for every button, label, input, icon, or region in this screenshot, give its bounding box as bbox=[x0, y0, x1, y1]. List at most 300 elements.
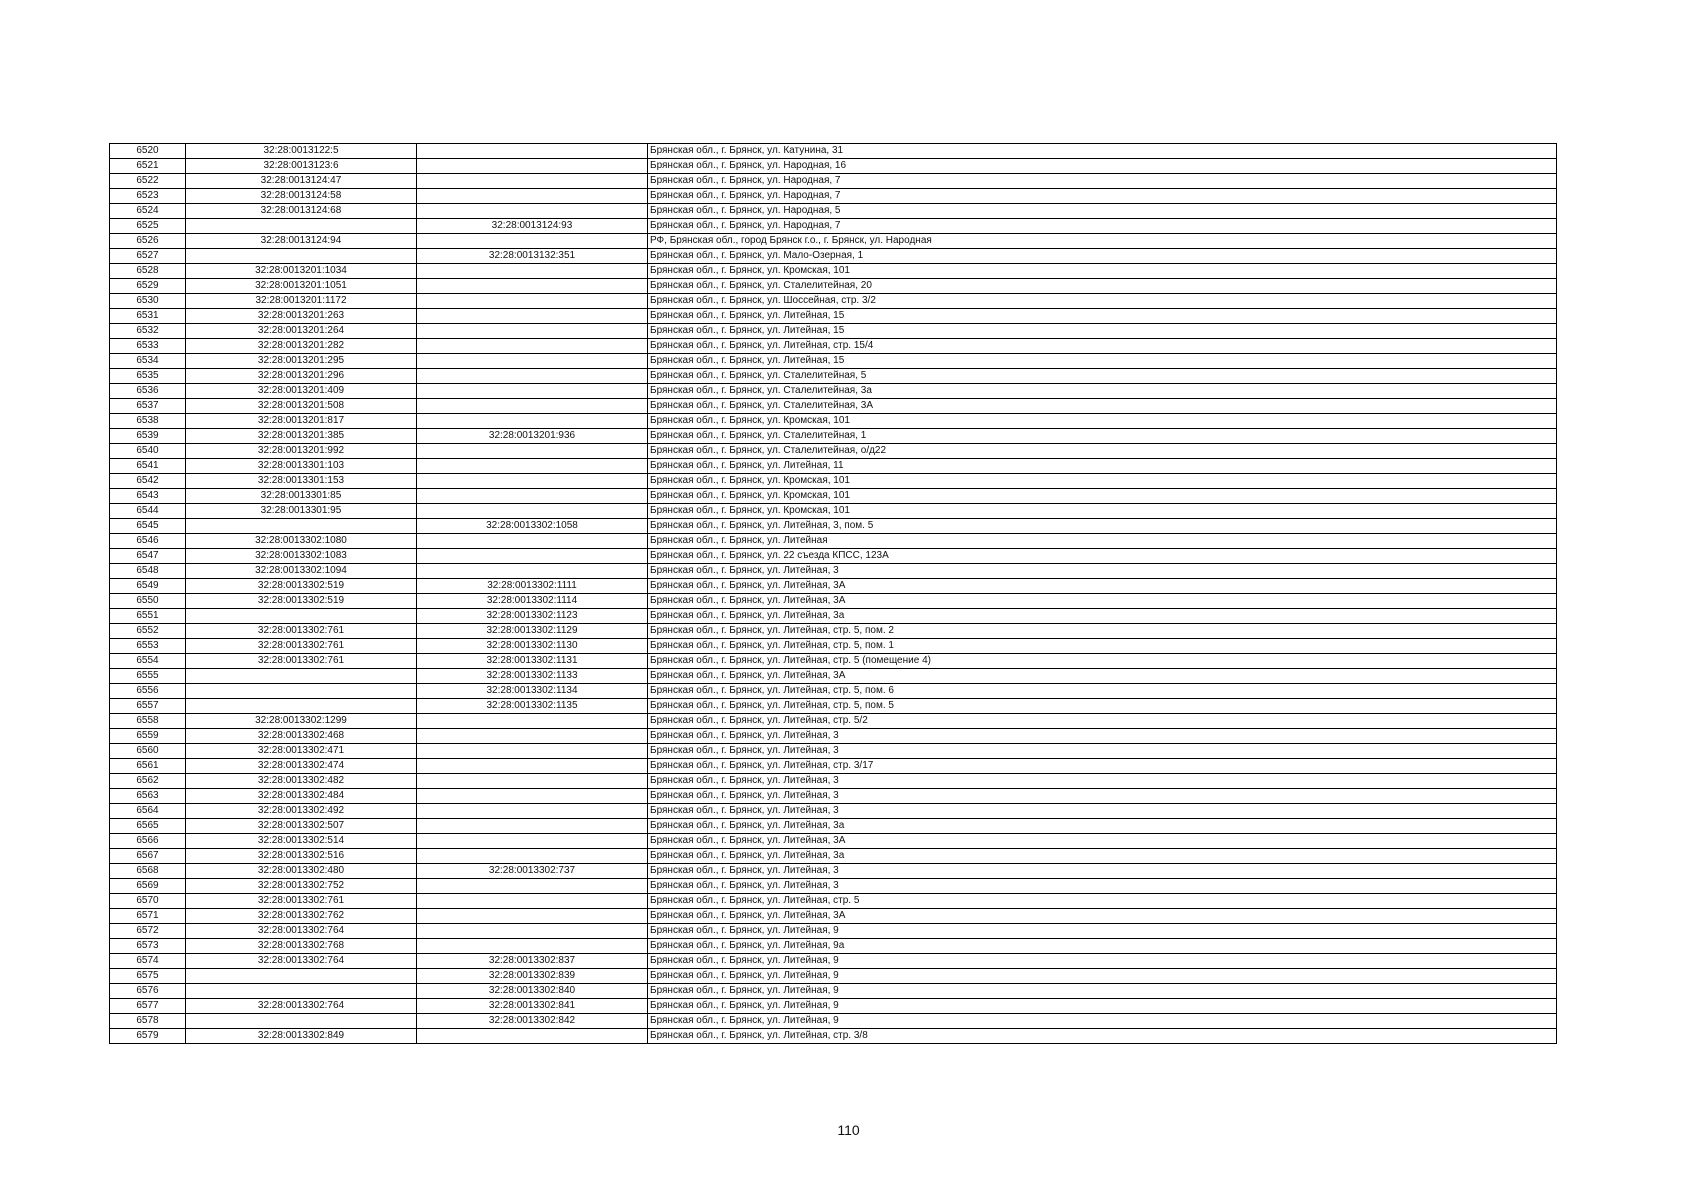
row-number-cell: 6570 bbox=[110, 894, 186, 909]
row-number-cell: 6563 bbox=[110, 789, 186, 804]
row-number-cell: 6520 bbox=[110, 144, 186, 159]
related-cadastral-number-cell bbox=[417, 144, 648, 159]
related-cadastral-number-cell: 32:28:0013302:1133 bbox=[417, 669, 648, 684]
row-number-cell: 6558 bbox=[110, 714, 186, 729]
row-number-cell: 6522 bbox=[110, 174, 186, 189]
address-cell: Брянская обл., г. Брянск, ул. Народная, 7 bbox=[648, 174, 1557, 189]
table-row bbox=[110, 1029, 1557, 1044]
related-cadastral-number-cell: 32:28:0013302:1135 bbox=[417, 699, 648, 714]
cadastral-number-cell: 32:28:0013302:768 bbox=[186, 939, 417, 954]
row-number-cell: 6539 bbox=[110, 429, 186, 444]
related-cadastral-number-cell: 32:28:0013302:837 bbox=[417, 954, 648, 969]
row-number-cell: 6541 bbox=[110, 459, 186, 474]
related-cadastral-number-cell bbox=[417, 279, 648, 294]
related-cadastral-number-cell bbox=[417, 714, 648, 729]
row-number-cell: 6565 bbox=[110, 819, 186, 834]
cadastral-number-cell: 32:28:0013302:519 bbox=[186, 579, 417, 594]
row-number-cell: 6543 bbox=[110, 489, 186, 504]
address-cell: Брянская обл., г. Брянск, ул. Кромская, 101 bbox=[648, 264, 1557, 279]
table-row bbox=[110, 984, 1557, 999]
table-row bbox=[110, 489, 1557, 504]
row-number-cell: 6579 bbox=[110, 1029, 186, 1044]
address-cell: Брянская обл., г. Брянск, ул. Литейная, 3 bbox=[648, 729, 1557, 744]
cadastral-number-cell bbox=[186, 1014, 417, 1029]
cadastral-number-cell: 32:28:0013201:992 bbox=[186, 444, 417, 459]
table-row bbox=[110, 789, 1557, 804]
row-number-cell: 6545 bbox=[110, 519, 186, 534]
table-row bbox=[110, 819, 1557, 834]
related-cadastral-number-cell bbox=[417, 324, 648, 339]
cadastral-number-cell: 32:28:0013301:103 bbox=[186, 459, 417, 474]
cadastral-number-cell: 32:28:0013302:492 bbox=[186, 804, 417, 819]
row-number-cell: 6566 bbox=[110, 834, 186, 849]
address-cell: Брянская обл., г. Брянск, ул. Литейная, 3 bbox=[648, 864, 1557, 879]
row-number-cell: 6547 bbox=[110, 549, 186, 564]
table-row bbox=[110, 714, 1557, 729]
cadastral-number-cell: 32:28:0013302:471 bbox=[186, 744, 417, 759]
address-cell: Брянская обл., г. Брянск, ул. Кромская, 101 bbox=[648, 504, 1557, 519]
related-cadastral-number-cell bbox=[417, 459, 648, 474]
table-row bbox=[110, 174, 1557, 189]
related-cadastral-number-cell bbox=[417, 744, 648, 759]
address-cell: Брянская обл., г. Брянск, ул. Литейная, 3А bbox=[648, 834, 1557, 849]
address-cell: Брянская обл., г. Брянск, ул. Литейная, 3А bbox=[648, 579, 1557, 594]
cadastral-number-cell: 32:28:0013302:516 bbox=[186, 849, 417, 864]
address-cell: Брянская обл., г. Брянск, ул. Литейная, 9 bbox=[648, 1014, 1557, 1029]
related-cadastral-number-cell: 32:28:0013302:1129 bbox=[417, 624, 648, 639]
table-row bbox=[110, 324, 1557, 339]
table-row bbox=[110, 609, 1557, 624]
related-cadastral-number-cell bbox=[417, 804, 648, 819]
table-row bbox=[110, 159, 1557, 174]
cadastral-number-cell: 32:28:0013302:1094 bbox=[186, 564, 417, 579]
cadastral-number-cell: 32:28:0013124:94 bbox=[186, 234, 417, 249]
cadastral-number-cell: 32:28:0013302:484 bbox=[186, 789, 417, 804]
address-cell: Брянская обл., г. Брянск, ул. Сталелитейная, 3а bbox=[648, 384, 1557, 399]
table-row bbox=[110, 894, 1557, 909]
address-cell: Брянская обл., г. Брянск, ул. Литейная, 9 bbox=[648, 984, 1557, 999]
table-row bbox=[110, 954, 1557, 969]
address-cell: Брянская обл., г. Брянск, ул. Кромская, 101 bbox=[648, 489, 1557, 504]
address-cell: Брянская обл., г. Брянск, ул. Катунина, 31 bbox=[648, 144, 1557, 159]
related-cadastral-number-cell bbox=[417, 204, 648, 219]
related-cadastral-number-cell bbox=[417, 834, 648, 849]
table-row bbox=[110, 519, 1557, 534]
row-number-cell: 6527 bbox=[110, 249, 186, 264]
related-cadastral-number-cell: 32:28:0013302:1123 bbox=[417, 609, 648, 624]
related-cadastral-number-cell bbox=[417, 399, 648, 414]
row-number-cell: 6532 bbox=[110, 324, 186, 339]
cadastral-number-cell: 32:28:0013302:480 bbox=[186, 864, 417, 879]
related-cadastral-number-cell bbox=[417, 924, 648, 939]
table-row bbox=[110, 144, 1557, 159]
cadastral-number-cell bbox=[186, 249, 417, 264]
table-row bbox=[110, 399, 1557, 414]
table-row bbox=[110, 429, 1557, 444]
related-cadastral-number-cell: 32:28:0013132:351 bbox=[417, 249, 648, 264]
table-row bbox=[110, 459, 1557, 474]
address-cell: Брянская обл., г. Брянск, ул. Литейная, 3А bbox=[648, 594, 1557, 609]
row-number-cell: 6557 bbox=[110, 699, 186, 714]
address-cell: Брянская обл., г. Брянск, ул. Литейная, 15 bbox=[648, 354, 1557, 369]
cadastral-number-cell bbox=[186, 969, 417, 984]
cadastral-number-cell: 32:28:0013201:1172 bbox=[186, 294, 417, 309]
address-cell: Брянская обл., г. Брянск, ул. Литейная, 3 bbox=[648, 879, 1557, 894]
address-cell: Брянская обл., г. Брянск, ул. Мало-Озерная, 1 bbox=[648, 249, 1557, 264]
table-row bbox=[110, 294, 1557, 309]
table-row bbox=[110, 744, 1557, 759]
address-cell: Брянская обл., г. Брянск, ул. Литейная, стр. 5 (помещение 4) bbox=[648, 654, 1557, 669]
cadastral-number-cell: 32:28:0013302:1299 bbox=[186, 714, 417, 729]
table-row bbox=[110, 264, 1557, 279]
table-row bbox=[110, 939, 1557, 954]
table-row bbox=[110, 759, 1557, 774]
related-cadastral-number-cell bbox=[417, 939, 648, 954]
table-row bbox=[110, 249, 1557, 264]
related-cadastral-number-cell bbox=[417, 909, 648, 924]
cadastral-number-cell: 32:28:0013301:153 bbox=[186, 474, 417, 489]
related-cadastral-number-cell bbox=[417, 789, 648, 804]
related-cadastral-number-cell: 32:28:0013302:1131 bbox=[417, 654, 648, 669]
related-cadastral-number-cell bbox=[417, 174, 648, 189]
related-cadastral-number-cell bbox=[417, 264, 648, 279]
related-cadastral-number-cell bbox=[417, 369, 648, 384]
cadastral-number-cell: 32:28:0013302:761 bbox=[186, 624, 417, 639]
table-row bbox=[110, 999, 1557, 1014]
row-number-cell: 6559 bbox=[110, 729, 186, 744]
row-number-cell: 6560 bbox=[110, 744, 186, 759]
table-row bbox=[110, 309, 1557, 324]
cadastral-number-cell: 32:28:0013201:295 bbox=[186, 354, 417, 369]
address-cell: Брянская обл., г. Брянск, ул. Сталелитейная, 3А bbox=[648, 399, 1557, 414]
related-cadastral-number-cell bbox=[417, 234, 648, 249]
related-cadastral-number-cell bbox=[417, 504, 648, 519]
related-cadastral-number-cell bbox=[417, 894, 648, 909]
related-cadastral-number-cell: 32:28:0013302:1114 bbox=[417, 594, 648, 609]
address-cell: Брянская обл., г. Брянск, ул. Литейная, стр. 5, пом. 5 bbox=[648, 699, 1557, 714]
address-cell: Брянская обл., г. Брянск, ул. Литейная, стр. 3/17 bbox=[648, 759, 1557, 774]
address-cell: Брянская обл., г. Брянск, ул. Литейная, 3 bbox=[648, 744, 1557, 759]
cadastral-number-cell: 32:28:0013302:507 bbox=[186, 819, 417, 834]
table-row bbox=[110, 1014, 1557, 1029]
cadastral-number-cell bbox=[186, 984, 417, 999]
table-row bbox=[110, 849, 1557, 864]
table-row bbox=[110, 279, 1557, 294]
table-row bbox=[110, 414, 1557, 429]
cadastral-number-cell: 32:28:0013302:468 bbox=[186, 729, 417, 744]
address-cell: Брянская обл., г. Брянск, ул. Литейная, стр. 5, пом. 2 bbox=[648, 624, 1557, 639]
row-number-cell: 6552 bbox=[110, 624, 186, 639]
related-cadastral-number-cell: 32:28:0013302:842 bbox=[417, 1014, 648, 1029]
address-cell: Брянская обл., г. Брянск, ул. Литейная, стр. 15/4 bbox=[648, 339, 1557, 354]
related-cadastral-number-cell bbox=[417, 309, 648, 324]
table-row bbox=[110, 474, 1557, 489]
address-cell: Брянская обл., г. Брянск, ул. Народная, 7 bbox=[648, 219, 1557, 234]
table-row bbox=[110, 354, 1557, 369]
row-number-cell: 6571 bbox=[110, 909, 186, 924]
row-number-cell: 6554 bbox=[110, 654, 186, 669]
address-cell: Брянская обл., г. Брянск, ул. Литейная, 3, пом. 5 bbox=[648, 519, 1557, 534]
cadastral-number-cell bbox=[186, 519, 417, 534]
row-number-cell: 6538 bbox=[110, 414, 186, 429]
row-number-cell: 6534 bbox=[110, 354, 186, 369]
row-number-cell: 6572 bbox=[110, 924, 186, 939]
table-row bbox=[110, 384, 1557, 399]
cadastral-number-cell: 32:28:0013302:474 bbox=[186, 759, 417, 774]
related-cadastral-number-cell bbox=[417, 189, 648, 204]
cadastral-number-cell: 32:28:0013201:817 bbox=[186, 414, 417, 429]
cadastral-number-cell bbox=[186, 669, 417, 684]
table-row bbox=[110, 834, 1557, 849]
row-number-cell: 6562 bbox=[110, 774, 186, 789]
address-cell: Брянская обл., г. Брянск, ул. Литейная, 9а bbox=[648, 939, 1557, 954]
cadastral-number-cell: 32:28:0013302:761 bbox=[186, 639, 417, 654]
cadastral-number-cell: 32:28:0013302:514 bbox=[186, 834, 417, 849]
cadastral-number-cell: 32:28:0013201:1034 bbox=[186, 264, 417, 279]
row-number-cell: 6575 bbox=[110, 969, 186, 984]
cadastral-number-cell: 32:28:0013201:508 bbox=[186, 399, 417, 414]
table-row bbox=[110, 774, 1557, 789]
cadastral-number-cell: 32:28:0013301:95 bbox=[186, 504, 417, 519]
related-cadastral-number-cell bbox=[417, 354, 648, 369]
row-number-cell: 6537 bbox=[110, 399, 186, 414]
cadastral-number-cell: 32:28:0013201:264 bbox=[186, 324, 417, 339]
row-number-cell: 6549 bbox=[110, 579, 186, 594]
cadastral-number-cell: 32:28:0013201:1051 bbox=[186, 279, 417, 294]
cadastral-number-cell: 32:28:0013302:1083 bbox=[186, 549, 417, 564]
table-row bbox=[110, 684, 1557, 699]
related-cadastral-number-cell: 32:28:0013124:93 bbox=[417, 219, 648, 234]
related-cadastral-number-cell bbox=[417, 564, 648, 579]
cadastral-number-cell: 32:28:0013201:409 bbox=[186, 384, 417, 399]
address-cell: Брянская обл., г. Брянск, ул. Сталелитейная, 5 bbox=[648, 369, 1557, 384]
address-cell: Брянская обл., г. Брянск, ул. Литейная, 11 bbox=[648, 459, 1557, 474]
related-cadastral-number-cell bbox=[417, 849, 648, 864]
cadastral-number-cell bbox=[186, 699, 417, 714]
table-row bbox=[110, 729, 1557, 744]
related-cadastral-number-cell bbox=[417, 549, 648, 564]
address-cell: Брянская обл., г. Брянск, ул. 22 съезда КПСС, 123А bbox=[648, 549, 1557, 564]
related-cadastral-number-cell: 32:28:0013302:841 bbox=[417, 999, 648, 1014]
cadastral-number-cell: 32:28:0013301:85 bbox=[186, 489, 417, 504]
table-row bbox=[110, 534, 1557, 549]
address-cell: Брянская обл., г. Брянск, ул. Литейная, 3 bbox=[648, 789, 1557, 804]
address-cell: Брянская обл., г. Брянск, ул. Сталелитейная, о/д22 bbox=[648, 444, 1557, 459]
table-row bbox=[110, 549, 1557, 564]
table-row bbox=[110, 879, 1557, 894]
table-row bbox=[110, 219, 1557, 234]
related-cadastral-number-cell bbox=[417, 1029, 648, 1044]
address-cell: Брянская обл., г. Брянск, ул. Народная, 16 bbox=[648, 159, 1557, 174]
cadastral-number-cell: 32:28:0013201:263 bbox=[186, 309, 417, 324]
related-cadastral-number-cell bbox=[417, 339, 648, 354]
row-number-cell: 6536 bbox=[110, 384, 186, 399]
row-number-cell: 6556 bbox=[110, 684, 186, 699]
cadastral-number-cell: 32:28:0013302:482 bbox=[186, 774, 417, 789]
table-row bbox=[110, 234, 1557, 249]
address-cell: Брянская обл., г. Брянск, ул. Литейная, 9 bbox=[648, 954, 1557, 969]
cadastral-number-cell: 32:28:0013122:5 bbox=[186, 144, 417, 159]
cadastral-number-cell: 32:28:0013302:849 bbox=[186, 1029, 417, 1044]
related-cadastral-number-cell: 32:28:0013302:839 bbox=[417, 969, 648, 984]
table-row bbox=[110, 369, 1557, 384]
table-row bbox=[110, 564, 1557, 579]
row-number-cell: 6540 bbox=[110, 444, 186, 459]
related-cadastral-number-cell bbox=[417, 819, 648, 834]
row-number-cell: 6535 bbox=[110, 369, 186, 384]
cadastral-number-cell: 32:28:0013302:764 bbox=[186, 954, 417, 969]
row-number-cell: 6525 bbox=[110, 219, 186, 234]
row-number-cell: 6521 bbox=[110, 159, 186, 174]
row-number-cell: 6544 bbox=[110, 504, 186, 519]
row-number-cell: 6550 bbox=[110, 594, 186, 609]
cadastral-number-cell: 32:28:0013201:296 bbox=[186, 369, 417, 384]
row-number-cell: 6578 bbox=[110, 1014, 186, 1029]
address-cell: Брянская обл., г. Брянск, ул. Литейная, 3А bbox=[648, 909, 1557, 924]
table-row bbox=[110, 909, 1557, 924]
cadastral-number-cell: 32:28:0013123:6 bbox=[186, 159, 417, 174]
related-cadastral-number-cell bbox=[417, 414, 648, 429]
table-row bbox=[110, 699, 1557, 714]
address-cell: Брянская обл., г. Брянск, ул. Литейная bbox=[648, 534, 1557, 549]
address-cell: Брянская обл., г. Брянск, ул. Литейная, стр. 5, пом. 1 bbox=[648, 639, 1557, 654]
cadastral-number-cell: 32:28:0013302:761 bbox=[186, 654, 417, 669]
row-number-cell: 6567 bbox=[110, 849, 186, 864]
table-row bbox=[110, 864, 1557, 879]
row-number-cell: 6568 bbox=[110, 864, 186, 879]
table-row bbox=[110, 579, 1557, 594]
address-cell: Брянская обл., г. Брянск, ул. Литейная, 9 bbox=[648, 999, 1557, 1014]
related-cadastral-number-cell: 32:28:0013302:1111 bbox=[417, 579, 648, 594]
address-cell: Брянская обл., г. Брянск, ул. Литейная, стр. 5, пом. 6 bbox=[648, 684, 1557, 699]
row-number-cell: 6524 bbox=[110, 204, 186, 219]
table-row bbox=[110, 669, 1557, 684]
cadastral-number-cell: 32:28:0013201:282 bbox=[186, 339, 417, 354]
address-cell: Брянская обл., г. Брянск, ул. Литейная, стр. 5 bbox=[648, 894, 1557, 909]
table-row bbox=[110, 969, 1557, 984]
table-row bbox=[110, 804, 1557, 819]
table-row bbox=[110, 924, 1557, 939]
cadastral-number-cell: 32:28:0013302:1080 bbox=[186, 534, 417, 549]
address-cell: Брянская обл., г. Брянск, ул. Литейная, 15 bbox=[648, 324, 1557, 339]
address-cell: Брянская обл., г. Брянск, ул. Литейная, 3 bbox=[648, 804, 1557, 819]
row-number-cell: 6533 bbox=[110, 339, 186, 354]
related-cadastral-number-cell bbox=[417, 294, 648, 309]
cadastral-number-cell bbox=[186, 609, 417, 624]
table-row bbox=[110, 624, 1557, 639]
related-cadastral-number-cell: 32:28:0013302:1058 bbox=[417, 519, 648, 534]
cadastral-number-cell bbox=[186, 219, 417, 234]
registry-table-body bbox=[110, 144, 1557, 1044]
address-cell: Брянская обл., г. Брянск, ул. Литейная, 3а bbox=[648, 849, 1557, 864]
cadastral-number-cell: 32:28:0013302:752 bbox=[186, 879, 417, 894]
row-number-cell: 6546 bbox=[110, 534, 186, 549]
related-cadastral-number-cell bbox=[417, 444, 648, 459]
related-cadastral-number-cell bbox=[417, 159, 648, 174]
row-number-cell: 6555 bbox=[110, 669, 186, 684]
address-cell: Брянская обл., г. Брянск, ул. Народная, 5 bbox=[648, 204, 1557, 219]
address-cell: Брянская обл., г. Брянск, ул. Литейная, 9 bbox=[648, 969, 1557, 984]
cadastral-number-cell: 32:28:0013302:519 bbox=[186, 594, 417, 609]
related-cadastral-number-cell: 32:28:0013201:936 bbox=[417, 429, 648, 444]
related-cadastral-number-cell: 32:28:0013302:1134 bbox=[417, 684, 648, 699]
address-cell: Брянская обл., г. Брянск, ул. Сталелитейная, 1 bbox=[648, 429, 1557, 444]
cadastral-number-cell: 32:28:0013124:68 bbox=[186, 204, 417, 219]
related-cadastral-number-cell: 32:28:0013302:1130 bbox=[417, 639, 648, 654]
table-row bbox=[110, 189, 1557, 204]
row-number-cell: 6564 bbox=[110, 804, 186, 819]
related-cadastral-number-cell bbox=[417, 879, 648, 894]
related-cadastral-number-cell bbox=[417, 774, 648, 789]
address-cell: Брянская обл., г. Брянск, ул. Литейная, 15 bbox=[648, 309, 1557, 324]
row-number-cell: 6561 bbox=[110, 759, 186, 774]
page-number: 110 bbox=[837, 1122, 860, 1138]
address-cell: Брянская обл., г. Брянск, ул. Сталелитейная, 20 bbox=[648, 279, 1557, 294]
table-row bbox=[110, 444, 1557, 459]
address-cell: РФ, Брянская обл., город Брянск г.о., г. Брянск, ул. Народная bbox=[648, 234, 1557, 249]
address-cell: Брянская обл., г. Брянск, ул. Литейная, 3А bbox=[648, 669, 1557, 684]
cadastral-number-cell: 32:28:0013302:764 bbox=[186, 999, 417, 1014]
row-number-cell: 6530 bbox=[110, 294, 186, 309]
row-number-cell: 6529 bbox=[110, 279, 186, 294]
row-number-cell: 6528 bbox=[110, 264, 186, 279]
related-cadastral-number-cell bbox=[417, 759, 648, 774]
row-number-cell: 6523 bbox=[110, 189, 186, 204]
related-cadastral-number-cell bbox=[417, 489, 648, 504]
address-cell: Брянская обл., г. Брянск, ул. Литейная, стр. 5/2 bbox=[648, 714, 1557, 729]
address-cell: Брянская обл., г. Брянск, ул. Литейная, стр. 3/8 bbox=[648, 1029, 1557, 1044]
address-cell: Брянская обл., г. Брянск, ул. Литейная, 3 bbox=[648, 564, 1557, 579]
table-row bbox=[110, 594, 1557, 609]
address-cell: Брянская обл., г. Брянск, ул. Народная, 7 bbox=[648, 189, 1557, 204]
row-number-cell: 6576 bbox=[110, 984, 186, 999]
row-number-cell: 6531 bbox=[110, 309, 186, 324]
related-cadastral-number-cell bbox=[417, 474, 648, 489]
address-cell: Брянская обл., г. Брянск, ул. Литейная, 3а bbox=[648, 819, 1557, 834]
row-number-cell: 6577 bbox=[110, 999, 186, 1014]
related-cadastral-number-cell bbox=[417, 729, 648, 744]
related-cadastral-number-cell bbox=[417, 534, 648, 549]
table-row bbox=[110, 639, 1557, 654]
row-number-cell: 6548 bbox=[110, 564, 186, 579]
table-row bbox=[110, 504, 1557, 519]
table-row bbox=[110, 204, 1557, 219]
address-cell: Брянская обл., г. Брянск, ул. Кромская, 101 bbox=[648, 474, 1557, 489]
address-cell: Брянская обл., г. Брянск, ул. Литейная, 9 bbox=[648, 924, 1557, 939]
related-cadastral-number-cell: 32:28:0013302:737 bbox=[417, 864, 648, 879]
table-row bbox=[110, 654, 1557, 669]
address-cell: Брянская обл., г. Брянск, ул. Литейная, 3 bbox=[648, 774, 1557, 789]
cadastral-number-cell: 32:28:0013302:764 bbox=[186, 924, 417, 939]
table-row bbox=[110, 339, 1557, 354]
related-cadastral-number-cell: 32:28:0013302:840 bbox=[417, 984, 648, 999]
registry-table bbox=[109, 143, 1557, 1044]
row-number-cell: 6553 bbox=[110, 639, 186, 654]
cadastral-number-cell bbox=[186, 684, 417, 699]
related-cadastral-number-cell bbox=[417, 384, 648, 399]
cadastral-number-cell: 32:28:0013302:761 bbox=[186, 894, 417, 909]
row-number-cell: 6551 bbox=[110, 609, 186, 624]
row-number-cell: 6542 bbox=[110, 474, 186, 489]
row-number-cell: 6574 bbox=[110, 954, 186, 969]
address-cell: Брянская обл., г. Брянск, ул. Шоссейная, стр. 3/2 bbox=[648, 294, 1557, 309]
cadastral-number-cell: 32:28:0013124:58 bbox=[186, 189, 417, 204]
address-cell: Брянская обл., г. Брянск, ул. Литейная, 3а bbox=[648, 609, 1557, 624]
row-number-cell: 6573 bbox=[110, 939, 186, 954]
cadastral-number-cell: 32:28:0013124:47 bbox=[186, 174, 417, 189]
row-number-cell: 6569 bbox=[110, 879, 186, 894]
cadastral-number-cell: 32:28:0013201:385 bbox=[186, 429, 417, 444]
